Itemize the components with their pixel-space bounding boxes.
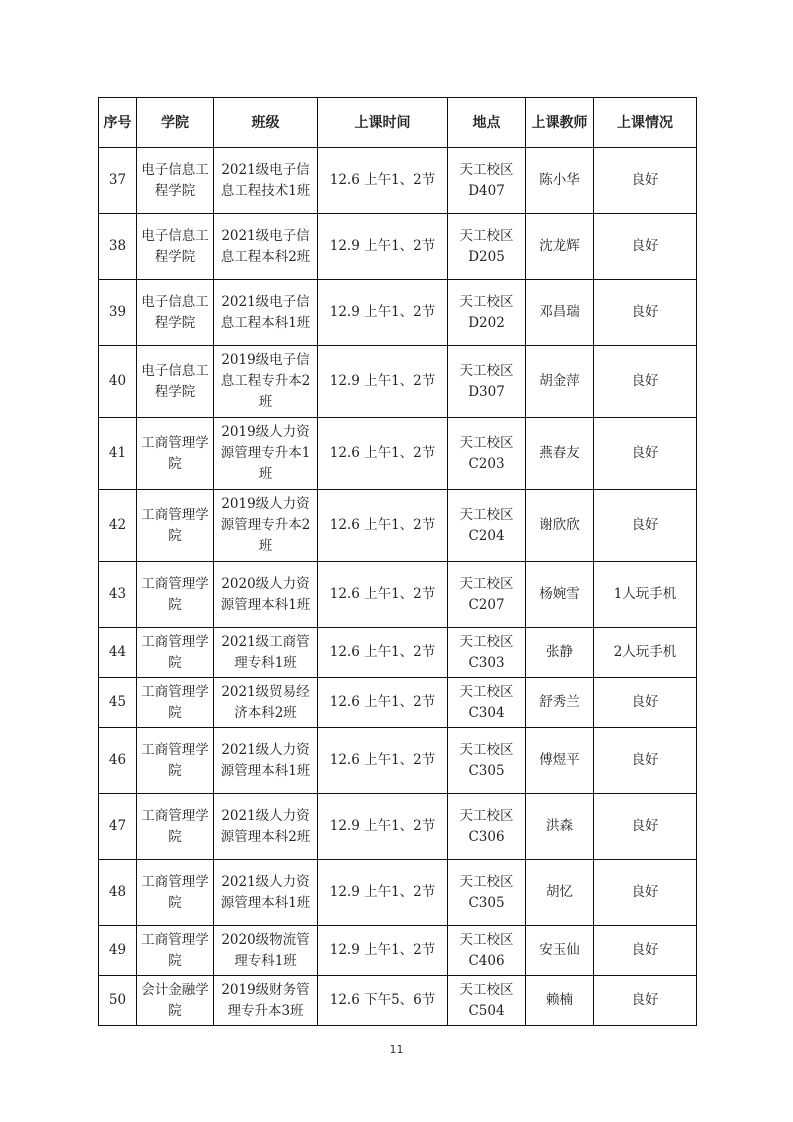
header-class: 班级 bbox=[214, 98, 318, 148]
cell-class: 2019级电子信息工程专升本2班 bbox=[214, 346, 318, 418]
table-row bbox=[99, 418, 697, 490]
cell-place: 天工校区C305 bbox=[448, 860, 526, 926]
cell-status: 良好 bbox=[594, 418, 697, 490]
cell-no: 43 bbox=[99, 562, 137, 628]
cell-no: 37 bbox=[99, 148, 137, 214]
cell-status: 良好 bbox=[594, 728, 697, 794]
cell-place: 天工校区C504 bbox=[448, 976, 526, 1026]
cell-no: 42 bbox=[99, 490, 137, 562]
cell-place: 天工校区D307 bbox=[448, 346, 526, 418]
cell-college: 工商管理学院 bbox=[137, 860, 214, 926]
cell-class: 2021级电子信息工程本科1班 bbox=[214, 280, 318, 346]
cell-time: 12.6 上午1、2节 bbox=[318, 562, 448, 628]
cell-no: 44 bbox=[99, 628, 137, 678]
cell-time: 12.6 上午1、2节 bbox=[318, 628, 448, 678]
cell-college: 工商管理学院 bbox=[137, 490, 214, 562]
cell-status: 良好 bbox=[594, 148, 697, 214]
cell-no: 46 bbox=[99, 728, 137, 794]
header-time: 上课时间 bbox=[318, 98, 448, 148]
table-row bbox=[99, 148, 697, 214]
table-row bbox=[99, 794, 697, 860]
cell-class: 2021级电子信息工程技术1班 bbox=[214, 148, 318, 214]
cell-teacher: 胡忆 bbox=[526, 860, 594, 926]
cell-no: 48 bbox=[99, 860, 137, 926]
cell-place: 天工校区D202 bbox=[448, 280, 526, 346]
cell-teacher: 杨婉雪 bbox=[526, 562, 594, 628]
cell-time: 12.6 下午5、6节 bbox=[318, 976, 448, 1026]
header-status: 上课情况 bbox=[594, 98, 697, 148]
header-place: 地点 bbox=[448, 98, 526, 148]
cell-no: 39 bbox=[99, 280, 137, 346]
cell-class: 2021级人力资源管理本科1班 bbox=[214, 728, 318, 794]
cell-status: 良好 bbox=[594, 678, 697, 728]
cell-no: 38 bbox=[99, 214, 137, 280]
cell-no: 49 bbox=[99, 926, 137, 976]
cell-status: 良好 bbox=[594, 346, 697, 418]
cell-college: 工商管理学院 bbox=[137, 678, 214, 728]
header-college: 学院 bbox=[137, 98, 214, 148]
cell-college: 电子信息工程学院 bbox=[137, 346, 214, 418]
cell-teacher: 安玉仙 bbox=[526, 926, 594, 976]
cell-college: 工商管理学院 bbox=[137, 794, 214, 860]
cell-time: 12.9 上午1、2节 bbox=[318, 794, 448, 860]
cell-class: 2020级物流管理专科1班 bbox=[214, 926, 318, 976]
cell-college: 电子信息工程学院 bbox=[137, 214, 214, 280]
cell-class: 2021级电子信息工程本科2班 bbox=[214, 214, 318, 280]
cell-status: 良好 bbox=[594, 280, 697, 346]
cell-place: 天工校区C204 bbox=[448, 490, 526, 562]
cell-no: 41 bbox=[99, 418, 137, 490]
cell-teacher: 傅煜平 bbox=[526, 728, 594, 794]
cell-time: 12.9 上午1、2节 bbox=[318, 214, 448, 280]
table-row bbox=[99, 976, 697, 1026]
table-row bbox=[99, 860, 697, 926]
cell-class: 2021级人力资源管理本科2班 bbox=[214, 794, 318, 860]
cell-college: 电子信息工程学院 bbox=[137, 280, 214, 346]
cell-status: 良好 bbox=[594, 926, 697, 976]
table-header-row bbox=[99, 98, 697, 148]
cell-teacher: 张静 bbox=[526, 628, 594, 678]
cell-college: 工商管理学院 bbox=[137, 628, 214, 678]
cell-status: 良好 bbox=[594, 490, 697, 562]
cell-college: 会计金融学院 bbox=[137, 976, 214, 1026]
cell-teacher: 舒秀兰 bbox=[526, 678, 594, 728]
cell-college: 电子信息工程学院 bbox=[137, 148, 214, 214]
cell-teacher: 陈小华 bbox=[526, 148, 594, 214]
cell-no: 50 bbox=[99, 976, 137, 1026]
table-body bbox=[99, 148, 697, 1026]
cell-time: 12.6 上午1、2节 bbox=[318, 678, 448, 728]
class-inspection-table bbox=[98, 97, 697, 1026]
cell-place: 天工校区C303 bbox=[448, 628, 526, 678]
cell-place: 天工校区C306 bbox=[448, 794, 526, 860]
cell-place: 天工校区C203 bbox=[448, 418, 526, 490]
cell-status: 1人玩手机 bbox=[594, 562, 697, 628]
cell-college: 工商管理学院 bbox=[137, 728, 214, 794]
cell-class: 2019级财务管理专升本3班 bbox=[214, 976, 318, 1026]
cell-status: 良好 bbox=[594, 976, 697, 1026]
cell-teacher: 燕春友 bbox=[526, 418, 594, 490]
table-row bbox=[99, 728, 697, 794]
cell-time: 12.6 上午1、2节 bbox=[318, 148, 448, 214]
cell-college: 工商管理学院 bbox=[137, 926, 214, 976]
cell-class: 2021级贸易经济本科2班 bbox=[214, 678, 318, 728]
table-row bbox=[99, 214, 697, 280]
cell-class: 2019级人力资源管理专升本2班 bbox=[214, 490, 318, 562]
cell-teacher: 赖楠 bbox=[526, 976, 594, 1026]
cell-teacher: 谢欣欣 bbox=[526, 490, 594, 562]
cell-teacher: 胡金萍 bbox=[526, 346, 594, 418]
cell-teacher: 沈龙辉 bbox=[526, 214, 594, 280]
cell-time: 12.6 上午1、2节 bbox=[318, 418, 448, 490]
cell-place: 天工校区D205 bbox=[448, 214, 526, 280]
cell-class: 2019级人力资源管理专升本1班 bbox=[214, 418, 318, 490]
header-no: 序号 bbox=[99, 98, 137, 148]
table-row bbox=[99, 926, 697, 976]
page-number: 11 bbox=[389, 1043, 404, 1056]
cell-time: 12.9 上午1、2节 bbox=[318, 280, 448, 346]
cell-place: 天工校区C406 bbox=[448, 926, 526, 976]
cell-college: 工商管理学院 bbox=[137, 418, 214, 490]
table-row bbox=[99, 678, 697, 728]
table-row bbox=[99, 346, 697, 418]
cell-place: 天工校区C305 bbox=[448, 728, 526, 794]
cell-class: 2021级人力资源管理本科1班 bbox=[214, 860, 318, 926]
cell-place: 天工校区C207 bbox=[448, 562, 526, 628]
cell-place: 天工校区D407 bbox=[448, 148, 526, 214]
cell-place: 天工校区C304 bbox=[448, 678, 526, 728]
cell-time: 12.9 上午1、2节 bbox=[318, 860, 448, 926]
cell-status: 良好 bbox=[594, 860, 697, 926]
cell-status: 良好 bbox=[594, 794, 697, 860]
table-row bbox=[99, 628, 697, 678]
cell-teacher: 邓昌瑞 bbox=[526, 280, 594, 346]
cell-class: 2021级工商管理专科1班 bbox=[214, 628, 318, 678]
cell-class: 2020级人力资源管理本科1班 bbox=[214, 562, 318, 628]
table-row bbox=[99, 562, 697, 628]
header-teacher: 上课教师 bbox=[526, 98, 594, 148]
table-row bbox=[99, 490, 697, 562]
cell-no: 47 bbox=[99, 794, 137, 860]
cell-time: 12.6 上午1、2节 bbox=[318, 728, 448, 794]
cell-no: 40 bbox=[99, 346, 137, 418]
cell-no: 45 bbox=[99, 678, 137, 728]
cell-status: 良好 bbox=[594, 214, 697, 280]
cell-college: 工商管理学院 bbox=[137, 562, 214, 628]
cell-time: 12.6 上午1、2节 bbox=[318, 490, 448, 562]
cell-time: 12.9 上午1、2节 bbox=[318, 926, 448, 976]
cell-status: 2人玩手机 bbox=[594, 628, 697, 678]
cell-time: 12.9 上午1、2节 bbox=[318, 346, 448, 418]
cell-teacher: 洪森 bbox=[526, 794, 594, 860]
table-row bbox=[99, 280, 697, 346]
